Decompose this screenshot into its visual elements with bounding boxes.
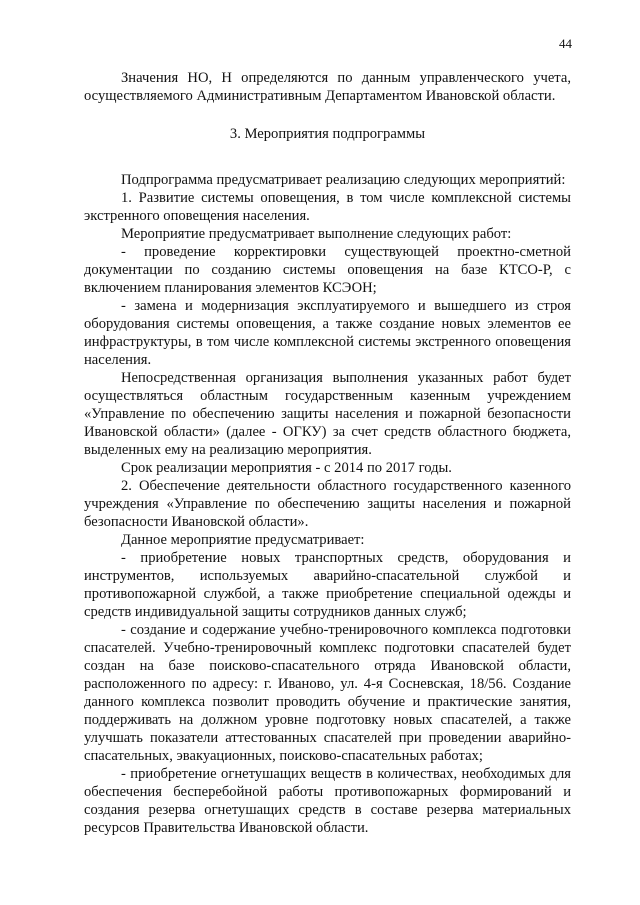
- paragraph: - замена и модернизация эксплуатируемого и вышедшего из строя оборудования системы оповещения, а также создание новых элементов ее инфраструктуры, в том числе комплексной системы экстренного оповещения населения.: [84, 298, 571, 368]
- paragraph: Срок реализации мероприятия - с 2014 по 2017 годы.: [121, 460, 452, 476]
- paragraph: Непосредственная организация выполнения указанных работ будет осуществляться областным государственным казенным учреждением «Управление по обеспечению защиты населения и пожарной безопасности Ивановской области» (далее - ОГКУ) за счет средств областного бюджета, выделенных ему на реализацию мероприятия.: [84, 370, 571, 458]
- document-body: [84, 69, 571, 837]
- intro-paragraph: Значения НО, Н определяются по данным управленческого учета, осуществляемого Административным Департаментом Ивановской области.: [84, 70, 571, 104]
- paragraph: - приобретение огнетушащих веществ в количествах, необходимых для обеспечения бесперебойной работы противопожарных формирований и создания резерва огнетушащих средств в составе резерва материальных ресурсов Правительства Ивановской области.: [84, 766, 571, 836]
- paragraph: - создание и содержание учебно-тренировочного комплекса подготовки спасателей. Учебно-тренировочный комплекс подготовки спасателей будет создан на базе поисково-спасательного отряда Ивановской области, расположенного по адресу: г. Иваново, ул. 4-я Сосневская, 18/56. Создание данного комплекса позволит проводить обучение и практические занятия, поддерживать на должном уровне подготовку новых спасателей, а также улучшать показатели аттестованных спасателей при проведении аварийно-спасательных, эвакуационных, поисково-спасательных работах;: [84, 622, 571, 764]
- paragraph: - проведение корректировки существующей проектно-сметной документации по созданию системы оповещения на базе КТСО-Р, с включением планирования элементов КСЭОН;: [84, 244, 571, 296]
- paragraph: Подпрограмма предусматривает реализацию следующих мероприятий:: [121, 172, 566, 188]
- paragraph: Мероприятие предусматривает выполнение следующих работ:: [121, 226, 512, 242]
- paragraph: Данное мероприятие предусматривает:: [121, 532, 365, 548]
- paragraph: - приобретение новых транспортных средств, оборудования и инструментов, используемых аварийно-спасательной службой и противопожарной службой, а также приобретение специальной одежды и средств индивидуальной защиты сотрудников данных служб;: [84, 550, 571, 620]
- section-heading: 3. Мероприятия подпрограммы: [229, 126, 426, 142]
- page-number: 44: [559, 36, 572, 51]
- paragraph: 1. Развитие системы оповещения, в том числе комплексной системы экстренного оповещения населения.: [84, 190, 571, 224]
- paragraph: 2. Обеспечение деятельности областного государственного казенного учреждения «Управление по обеспечению защиты населения и пожарной безопасности Ивановской области».: [84, 478, 571, 530]
